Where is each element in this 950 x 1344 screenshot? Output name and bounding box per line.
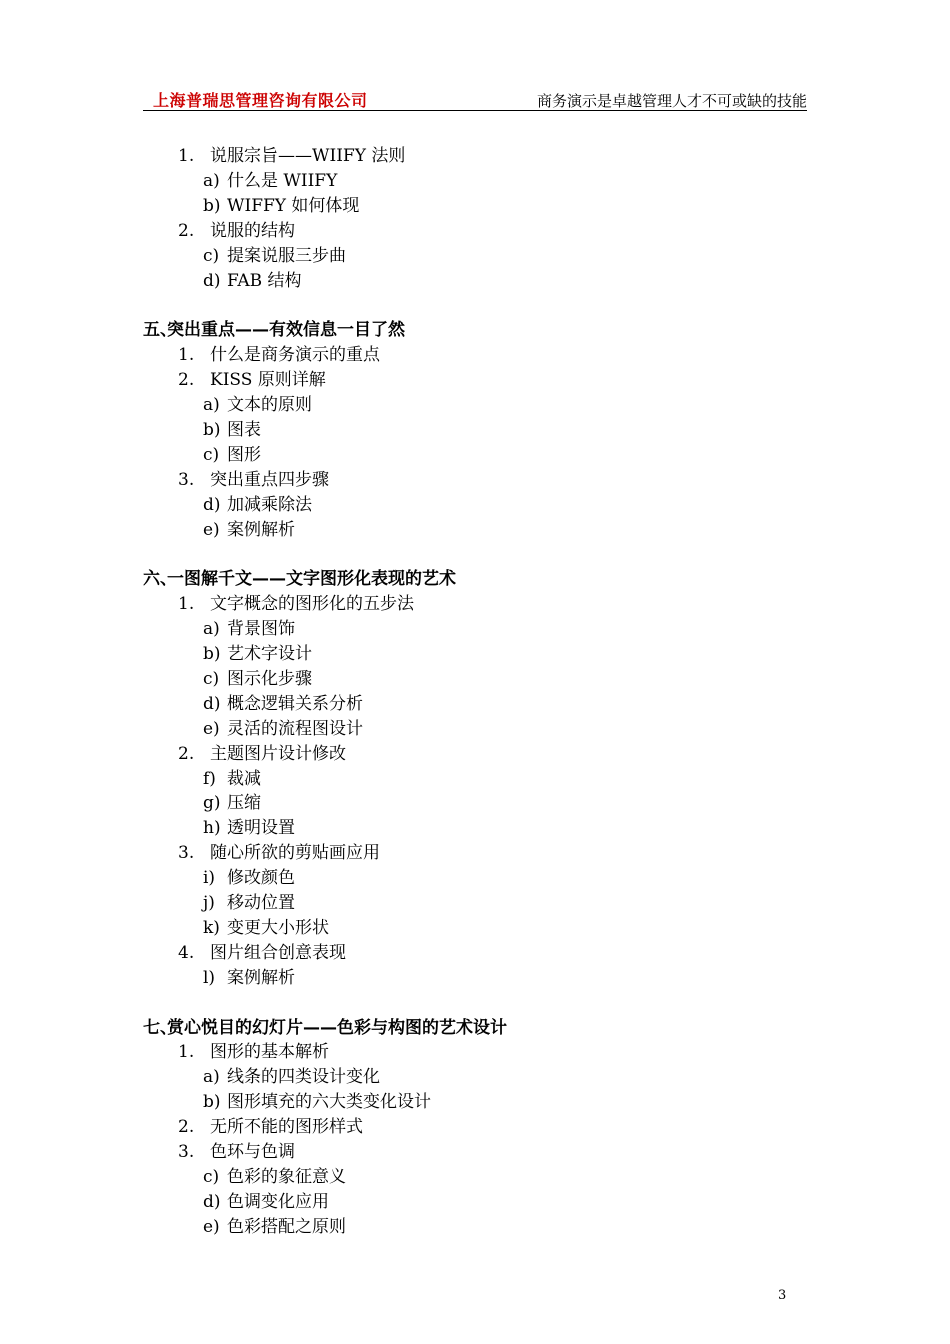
outline-marker: 七、 — [143, 1018, 177, 1038]
outline-text: 无所不能的图形样式 — [210, 1117, 363, 1137]
outline-marker: c) — [203, 445, 220, 465]
outline-marker: 1. — [178, 345, 195, 365]
outline-marker: d) — [203, 694, 221, 714]
outline-item — [178, 593, 414, 615]
outline-marker: 1. — [178, 594, 195, 614]
outline-marker: c) — [203, 246, 220, 266]
outline-subitem — [203, 668, 312, 690]
outline-text: 变更大小形状 — [227, 918, 329, 938]
outline-text: 图片组合创意表现 — [210, 943, 346, 963]
header-slogan: 商务演示是卓越管理人才不可或缺的技能 — [536, 92, 807, 110]
outline-text: 压缩 — [227, 793, 261, 813]
outline-marker: 六、 — [143, 569, 177, 589]
outline-marker: f) — [203, 769, 216, 789]
outline-text: 说服宗旨——WIIFY 法则 — [210, 146, 406, 166]
outline-item — [178, 1116, 363, 1138]
outline-item — [178, 145, 405, 167]
outline-marker: 2. — [178, 1117, 195, 1137]
outline-text: 说服的结构 — [210, 221, 295, 241]
outline-text: 移动位置 — [227, 893, 295, 913]
outline-marker: h) — [203, 818, 221, 838]
outline-marker: e) — [203, 520, 220, 540]
outline-marker: c) — [203, 669, 220, 689]
outline-marker: l) — [203, 968, 216, 988]
outline-subitem — [203, 494, 312, 516]
outline-marker: j) — [203, 893, 215, 913]
outline-marker: e) — [203, 719, 220, 739]
outline-subitem — [203, 1216, 346, 1238]
outline-text: 线条的四类设计变化 — [227, 1067, 380, 1087]
outline-text: 一图解千文——文字图形化表现的艺术 — [167, 569, 456, 589]
outline-item — [178, 842, 380, 864]
outline-item — [178, 220, 295, 242]
outline-marker: 2. — [178, 221, 195, 241]
outline-subitem — [203, 718, 363, 740]
outline-text: 透明设置 — [227, 818, 295, 838]
outline-marker: b) — [203, 420, 221, 440]
outline-text: 案例解析 — [227, 520, 295, 540]
outline-text: 裁减 — [227, 769, 261, 789]
page-number: 3 — [778, 1288, 787, 1303]
outline-marker: 3. — [178, 843, 195, 863]
outline-text: 色调变化应用 — [227, 1192, 329, 1212]
outline-text: 什么是 WIIFY — [227, 171, 338, 191]
outline-marker: 4. — [178, 943, 195, 963]
outline-item — [178, 942, 346, 964]
outline-subitem — [203, 419, 261, 441]
outline-text: 图形 — [227, 445, 261, 465]
outline-subitem — [203, 792, 261, 814]
outline-text: 艺术字设计 — [227, 644, 312, 664]
outline-text: 背景图饰 — [227, 619, 295, 639]
outline-text: 概念逻辑关系分析 — [227, 694, 363, 714]
outline-subitem — [203, 768, 261, 790]
outline-text: 图示化步骤 — [227, 669, 312, 689]
outline-text: 随心所欲的剪贴画应用 — [210, 843, 380, 863]
outline-text: 什么是商务演示的重点 — [210, 345, 380, 365]
section-heading — [143, 1017, 507, 1039]
section-heading — [143, 319, 405, 341]
outline-subitem — [203, 1066, 380, 1088]
outline-subitem — [203, 618, 295, 640]
outline-text: 修改颜色 — [227, 868, 295, 888]
outline-text: FAB 结构 — [227, 271, 302, 291]
page-header — [143, 86, 807, 111]
outline-text: 文字概念的图形化的五步法 — [210, 594, 414, 614]
outline-item — [178, 369, 326, 391]
outline-item — [178, 469, 329, 491]
outline-subitem — [203, 867, 295, 889]
outline-subitem — [203, 917, 329, 939]
outline-subitem — [203, 170, 337, 192]
outline-text: 提案说服三步曲 — [227, 246, 346, 266]
outline-subitem — [203, 245, 346, 267]
outline-marker: d) — [203, 1192, 221, 1212]
outline-marker: b) — [203, 1092, 221, 1112]
outline-marker: a) — [203, 395, 220, 415]
outline-text: 赏心悦目的幻灯片——色彩与构图的艺术设计 — [167, 1018, 507, 1038]
outline-marker: k) — [203, 918, 220, 938]
outline-text: 色彩搭配之原则 — [227, 1217, 346, 1237]
outline-marker: i) — [203, 868, 216, 888]
outline-subitem — [203, 892, 295, 914]
company-name: 上海普瑞思管理咨询有限公司 — [153, 91, 368, 110]
outline-marker: 2. — [178, 744, 195, 764]
outline-marker: a) — [203, 1067, 220, 1087]
outline-subitem — [203, 444, 261, 466]
outline-text: 灵活的流程图设计 — [227, 719, 363, 739]
outline-text: 加减乘除法 — [227, 495, 312, 515]
outline-marker: d) — [203, 271, 221, 291]
outline-subitem — [203, 817, 295, 839]
outline-text: 色彩的象征意义 — [227, 1167, 346, 1187]
outline-marker: 五、 — [143, 320, 177, 340]
outline-text: KISS 原则详解 — [210, 370, 326, 390]
outline-text: WIFFY 如何体现 — [227, 196, 360, 216]
outline-subitem — [203, 693, 363, 715]
outline-marker: b) — [203, 196, 221, 216]
outline-text: 图表 — [227, 420, 261, 440]
outline-item — [178, 1141, 295, 1163]
outline-text: 突出重点——有效信息一目了然 — [167, 320, 405, 340]
outline-marker: 1. — [178, 146, 195, 166]
outline-text: 文本的原则 — [227, 395, 312, 415]
outline-subitem — [203, 643, 312, 665]
outline-marker: 3. — [178, 1142, 195, 1162]
outline-subitem — [203, 967, 295, 989]
outline-marker: a) — [203, 171, 220, 191]
outline-marker: 1. — [178, 1042, 195, 1062]
outline-item — [178, 1041, 329, 1063]
outline-subitem — [203, 1166, 346, 1188]
outline-marker: e) — [203, 1217, 220, 1237]
outline-subitem — [203, 394, 312, 416]
outline-subitem — [203, 270, 302, 292]
outline-text: 图形的基本解析 — [210, 1042, 329, 1062]
section-heading — [143, 568, 456, 590]
outline-subitem — [203, 1191, 329, 1213]
outline-text: 突出重点四步骤 — [210, 470, 329, 490]
outline-text: 案例解析 — [227, 968, 295, 988]
outline-text: 图形填充的六大类变化设计 — [227, 1092, 431, 1112]
outline-marker: c) — [203, 1167, 220, 1187]
outline-marker: b) — [203, 644, 221, 664]
outline-item — [178, 344, 380, 366]
outline-subitem — [203, 195, 359, 217]
outline-item — [178, 743, 346, 765]
outline-marker: 3. — [178, 470, 195, 490]
outline-subitem — [203, 519, 295, 541]
outline-marker: g) — [203, 793, 221, 813]
outline-marker: 2. — [178, 370, 195, 390]
outline-text: 主题图片设计修改 — [210, 744, 346, 764]
outline-marker: a) — [203, 619, 220, 639]
outline-text: 色环与色调 — [210, 1142, 295, 1162]
outline-subitem — [203, 1091, 431, 1113]
outline-marker: d) — [203, 495, 221, 515]
